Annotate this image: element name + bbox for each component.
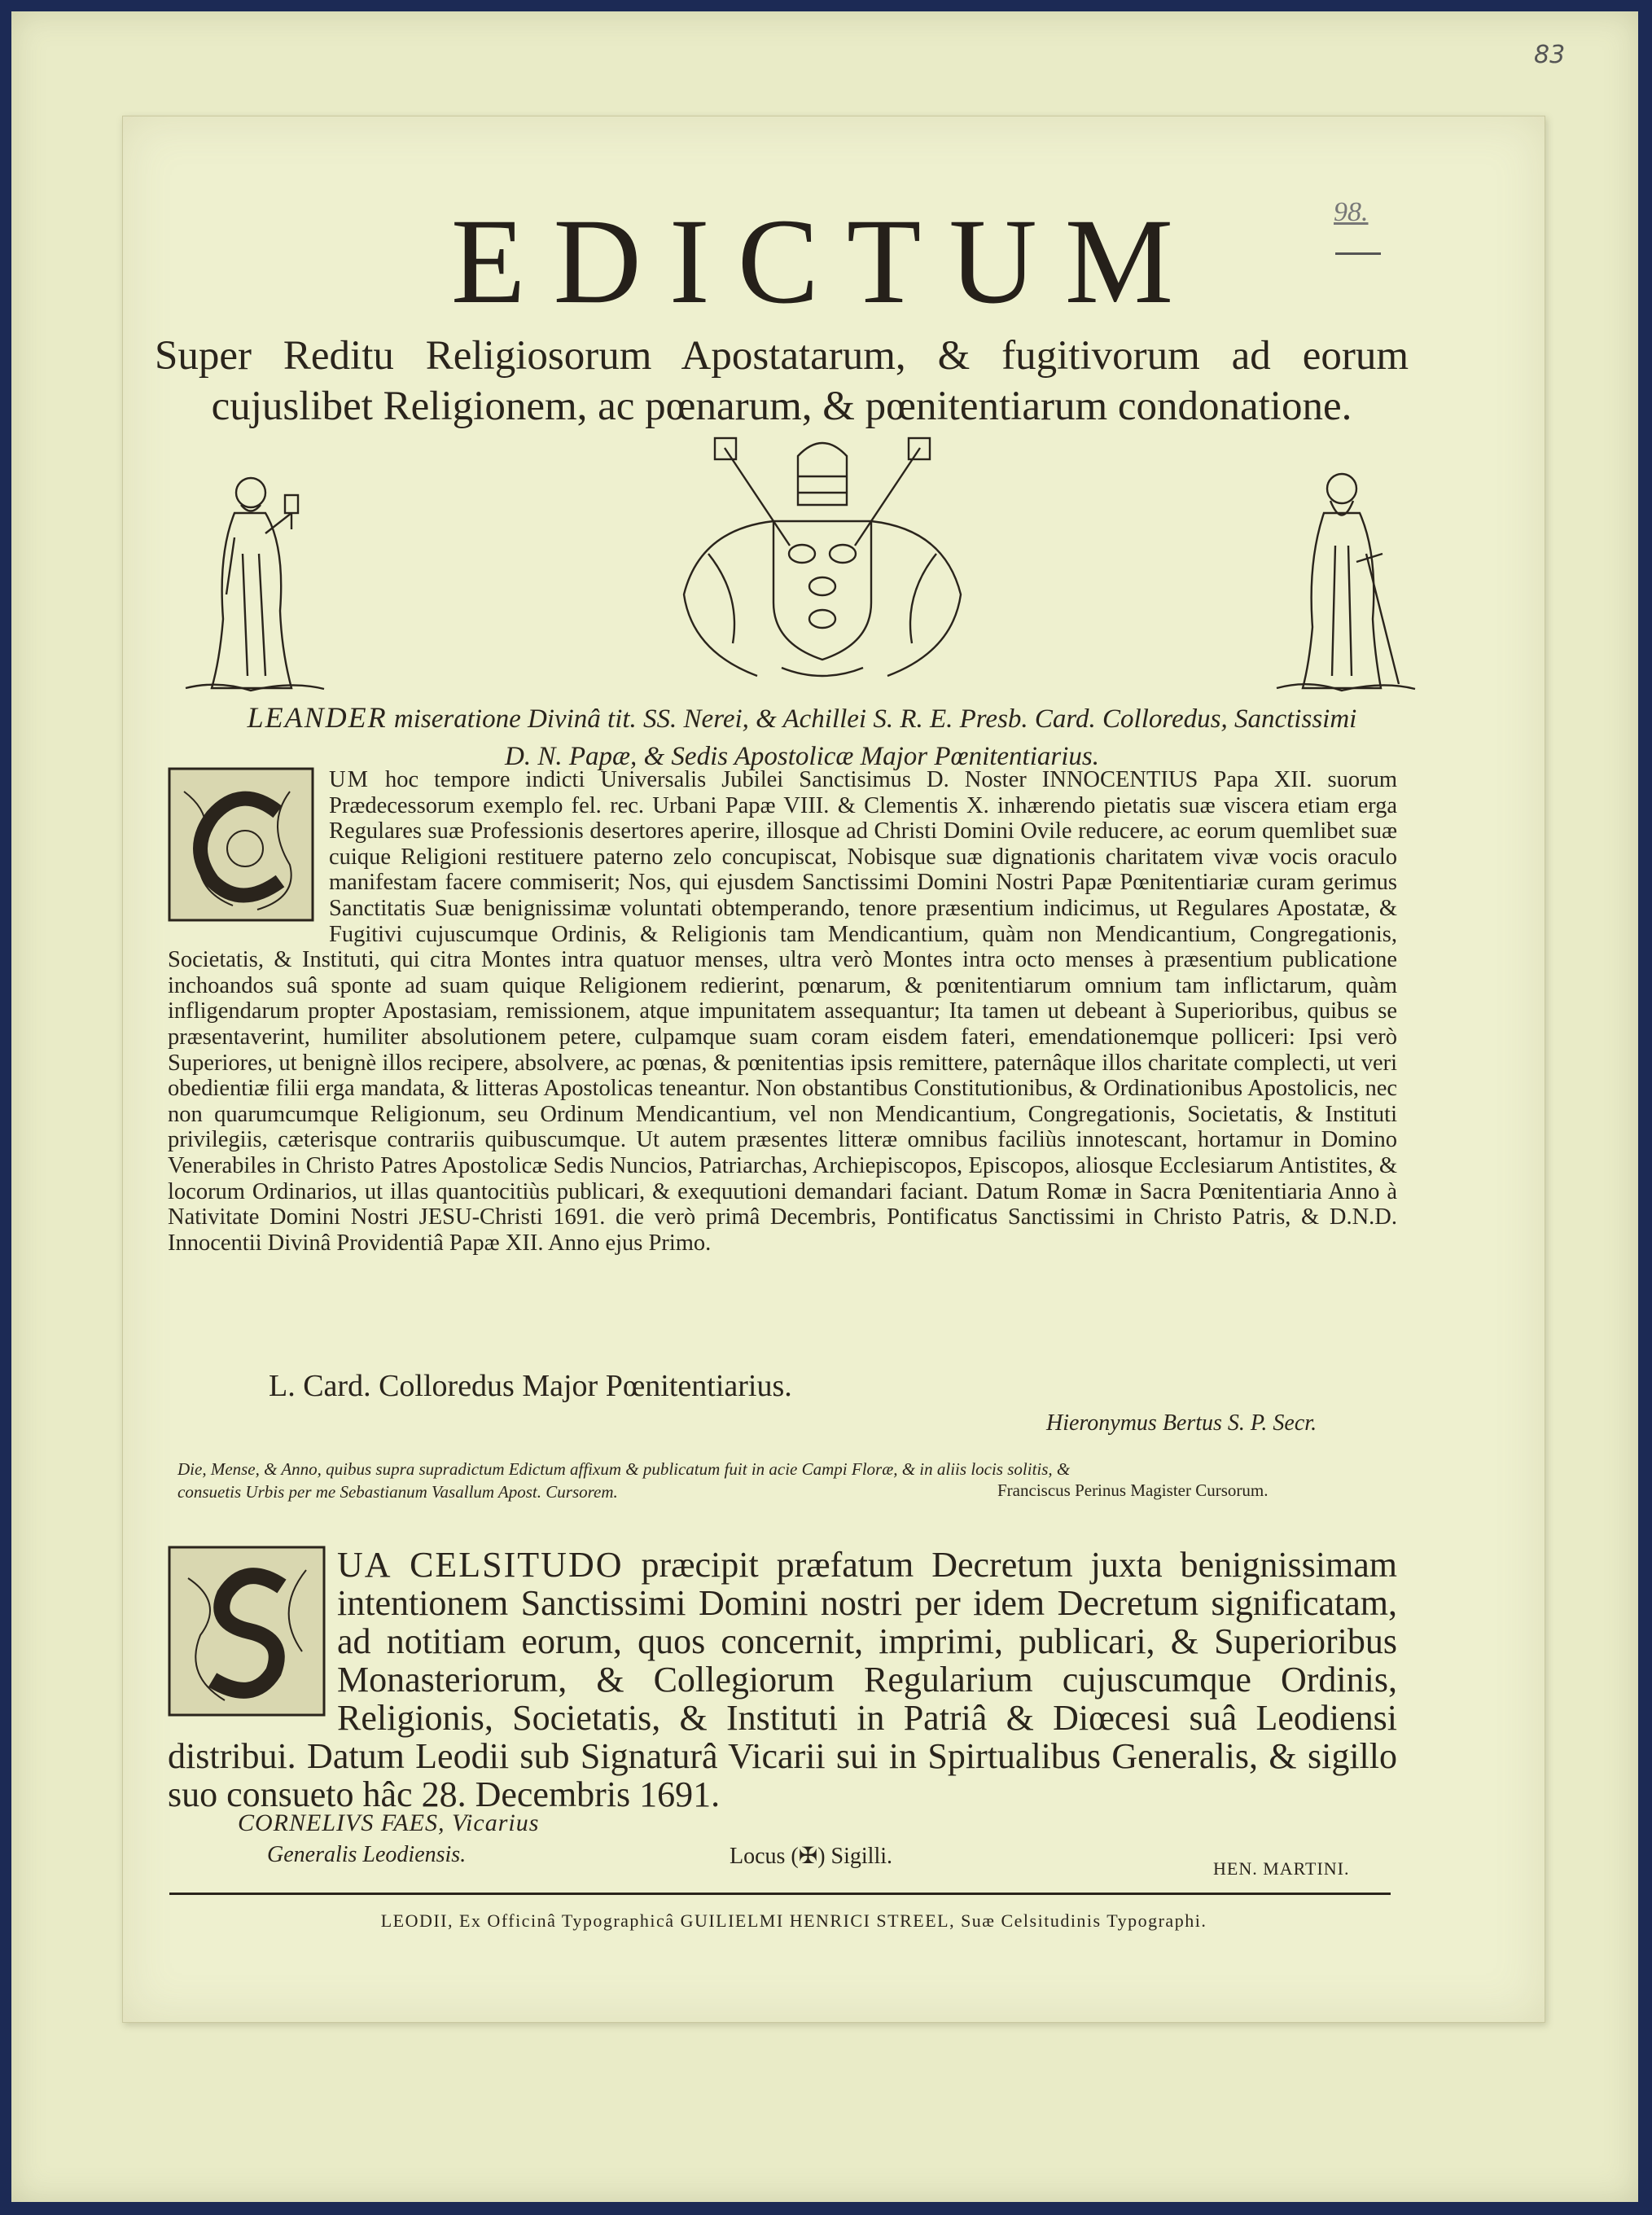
document-title: EDICTUM xyxy=(450,194,1202,329)
ornamental-initial-s-icon xyxy=(168,1546,326,1717)
issuer-line2: D. N. Papæ, & Sedis Apostolicæ Major Pœnitentiarius. xyxy=(505,742,1099,771)
printer-imprint: LEODII, Ex Officinâ Typographicâ GUILIELMI HENRICI STREEL, Suæ Celsitudinis Typographi. xyxy=(380,1910,1207,1931)
edict-body xyxy=(168,767,1397,1256)
papal-coat-of-arms-icon xyxy=(651,432,993,692)
main-signature: L. Card. Colloredus Major Pœnitentiarius. xyxy=(269,1369,792,1403)
body-text: hoc tempore indicti Universalis Jubilei Sanctisimus D. Noster INNOCENTIUS Papa XII. suorum Prædecessorum exemplo fel. rec. Urbani Papæ VIII. & Clementis X. inhærendo pietatis suæ viscera etiam erga Regulares suæ Professionis desertores aperire, illosque ad Christi Domini Ovile reducere, ac eorum quemlibet suæ cuique Religioni restituere paterno zelo concupiscat, Nobisque suæ dignationis charitatem vivæ vocis oraculo manifestam facere commiserit; Nos, qui ejusdem Sanctissimi Domini Nostri Papæ Pœnitentiariæ curam gerimus Sanctitatis Suæ benignissimæ voluntati obtemperando, tenore præsentium indicimus, ut Regulares Apostatæ, & Fugitivi cujuscumque Ordinis, & Religionis tam Mendicantium, quàm non Mendicantium, Congregationis, Societatis, & Instituti, qui citra Montes intra quatuor menses, ultra verò Montes intra octo menses à præsentium publicatione inchoandos suâ sponte ad suam quique Religionem redierint, pœnarum, & pœnitentiarum omnium tam inflictarum, quàm infligendarum propter Apostasiam, remissionem, atque impunitatem assequantur; Ita tamen ut debeant à Superioribus, quibus se præsentaverint, humiliter absolutionem petere, culpamque suam coram eisdem fateri, emendationemque polliceri: Ipsi verò Superiores, ut benignè illos recipere, absolvere, ac pœnas, & pœnitentias ipsis remittere, paternâque illos charitate complecti, ut veri obedientiæ filii erga mandata, & litteras Apostolicas teneantur. Non obstantibus Constitutionibus, & Ordinationibus Apostolicis, nec non quarumcumque Religionum, seu Ordinum Mendicantium, vel non Mendicantium, Congregationis, Societatis, & Instituti privilegiis, cæterisque contrariis quibuscumque. Ut autem præsentes litteræ omnibus faciliùs innotescant, hortamur in Domino Venerabiles in Christo Patres Apostolicæ Sedis Nuncios, Patriarchas, Archiepiscopos, Episcopos, aliosque Ecclesiarum Antistites, & locorum Ordinarios, ut illas quantocitiùs publicari, & exequutioni demandari faciant. Datum Romæ in Sacra Pœnitentiaria Anno à Nativitate Domini Nostri JESU-Christi 1691. die verò primâ Decembris, Pontificatus Sanctissimi in Christo Patris, & D.N.D. Innocentii Divinâ Providentiâ Papæ XII. Anno ejus Primo. xyxy=(168,767,1397,1256)
body-initial-rest: UM xyxy=(329,767,370,792)
issuer-line1: miseratione Divinâ tit. SS. Nerei, & Achillei S. R. E. Presb. Card. Colloredus, Sanctissimi xyxy=(387,704,1357,734)
vicar-title: Generalis Leodiensis. xyxy=(267,1842,467,1867)
divider-rule xyxy=(169,1893,1391,1895)
issuer-block xyxy=(199,699,1404,775)
ornamental-initial-c-icon xyxy=(168,767,314,922)
decree-body xyxy=(168,1546,1397,1814)
publication-note: Die, Mense, & Anno, quibus supra supradictum Edictum affixum & publicatum fuit in acie Campi Floræ, & in aliis locis solitis, & consuetis Urbis per me Sebastianum Vasallum Apost. Cursorem. xyxy=(177,1459,1071,1502)
saint-paul-woodcut-icon xyxy=(1260,456,1423,700)
manuscript-number: 98. xyxy=(1334,197,1369,227)
secretary-signature: Hieronymus Bertus S. P. Secr. xyxy=(1046,1410,1317,1436)
secretary-short: HEN. MARTINI. xyxy=(1213,1858,1350,1879)
seal-place: Locus (✠) Sigilli. xyxy=(730,1844,893,1869)
page-number: 83 xyxy=(1534,41,1566,69)
decree-text: præcipit præfatum Decretum juxta benignissimam intentionem Sanctissimi Domini nostri per idem Decretum significatam, ad notitiam eorum, quos concernit, imprimi, publicari, & Superioribus Monasteriorum, & Collegiorum Regularium cujuscumque Ordinis, Religionis, Societatis, & Instituti in Patriâ & Diœcesi suâ Leodiensi distribui. Datum Leodii sub Signaturâ Vicarii sui in Spirtualibus Generalis, & sigillo suo consueto hâc 28. Decembris 1691. xyxy=(168,1545,1397,1814)
document-subtitle: Super Reditu Religiosorum Apostatarum, & fugitivorum ad eorum cujuslibet Religionem, ac pœnarum, & pœnitentiarum condonatione. xyxy=(155,333,1409,429)
saint-peter-woodcut-icon xyxy=(169,456,332,700)
issuer-name: LEANDER xyxy=(247,701,388,734)
decree-initial-rest: UA CELSITUDO xyxy=(337,1545,624,1585)
magister-cursorum: Franciscus Perinus Magister Cursorum. xyxy=(997,1480,1269,1500)
vicar-name: CORNELIVS FAES, Vicarius xyxy=(238,1809,540,1836)
